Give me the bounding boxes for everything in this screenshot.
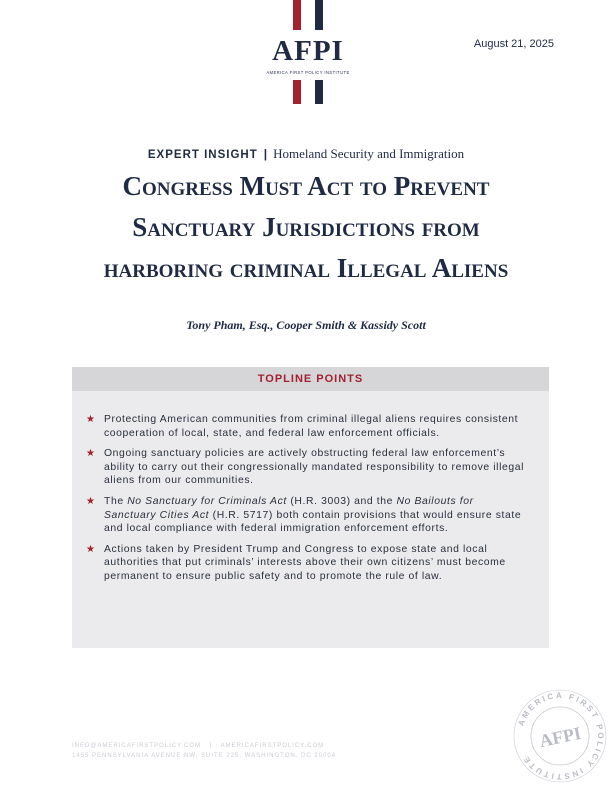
seal-ring-text: AMERICA FIRST POLICY INSTITUTE bbox=[516, 690, 606, 782]
star-icon: ★ bbox=[86, 495, 96, 507]
footer-email[interactable]: INFO@AMERICAFIRSTPOLICY.COM bbox=[72, 743, 201, 749]
topline-point bbox=[86, 413, 527, 440]
publication-date: August 21, 2025 bbox=[473, 38, 554, 50]
logo-wordmark: AFPI bbox=[272, 35, 344, 67]
point-text: Actions taken by President Trump and Congress to expose state and local authorities that put criminals’ interests above their own citizens’ must become permanent to ensure public safety and to promote the rule of law. bbox=[104, 543, 506, 582]
star-icon: ★ bbox=[86, 414, 96, 425]
point-text: Ongoing sanctuary policies are actively obstructing federal law enforcement’s ability to carry out their congressionally mandated responsibility to remove illegal aliens from our communities. bbox=[104, 448, 525, 487]
point-text-mid: (H.R. 3003) and the bbox=[286, 495, 397, 507]
footer-site[interactable]: AMERICAFIRSTPOLICY.COM bbox=[220, 743, 325, 749]
point-text-post: (H.R. 5717) both contain provisions that would ensure state and local compliance with federal immigration enforcement efforts. bbox=[104, 509, 522, 535]
bill-name-1: No Sanctuary for Criminals Act bbox=[127, 495, 287, 507]
star-icon: ★ bbox=[86, 448, 96, 460]
footer bbox=[72, 741, 336, 761]
authors: Tony Pham, Esq., Cooper Smith & Kassidy Scott bbox=[186, 318, 426, 332]
logo-subtext: AMERICA FIRST POLICY INSTITUTE bbox=[266, 70, 350, 75]
topline-point bbox=[86, 495, 527, 536]
afpi-logo bbox=[258, 0, 358, 106]
seal-center-text: AFPI bbox=[537, 722, 583, 752]
star-icon: ★ bbox=[86, 543, 96, 555]
point-text: Protecting American communities from criminal illegal aliens requires consistent cooperation of local, state, and federal law enforcement officials. bbox=[104, 414, 519, 439]
topline-point bbox=[86, 543, 527, 584]
topline-box bbox=[72, 367, 549, 648]
kicker-topic: Homeland Security and Immigration bbox=[273, 146, 465, 161]
footer-address: 1455 PENNSYLVANIA AVENUE NW, SUITE 225, WASHINGTON, DC 20004 bbox=[72, 753, 337, 759]
topline-point bbox=[86, 447, 527, 488]
bill-name-2: No Bailouts for Sanctuary Cities Act bbox=[104, 495, 474, 521]
footer-separator: | bbox=[209, 743, 213, 749]
topline-list bbox=[72, 391, 549, 584]
point-text-pre: The bbox=[104, 495, 128, 507]
afpi-seal bbox=[510, 686, 610, 786]
kicker-label: EXPERT INSIGHT bbox=[147, 149, 258, 161]
kicker bbox=[0, 146, 612, 162]
page-title: Congress Must Act to Prevent Sanctuary Jurisdictions from harboring criminal Illegal Aliens bbox=[103, 171, 509, 283]
kicker-separator: | bbox=[263, 147, 268, 161]
topline-heading: TOPLINE POINTS bbox=[72, 367, 549, 391]
